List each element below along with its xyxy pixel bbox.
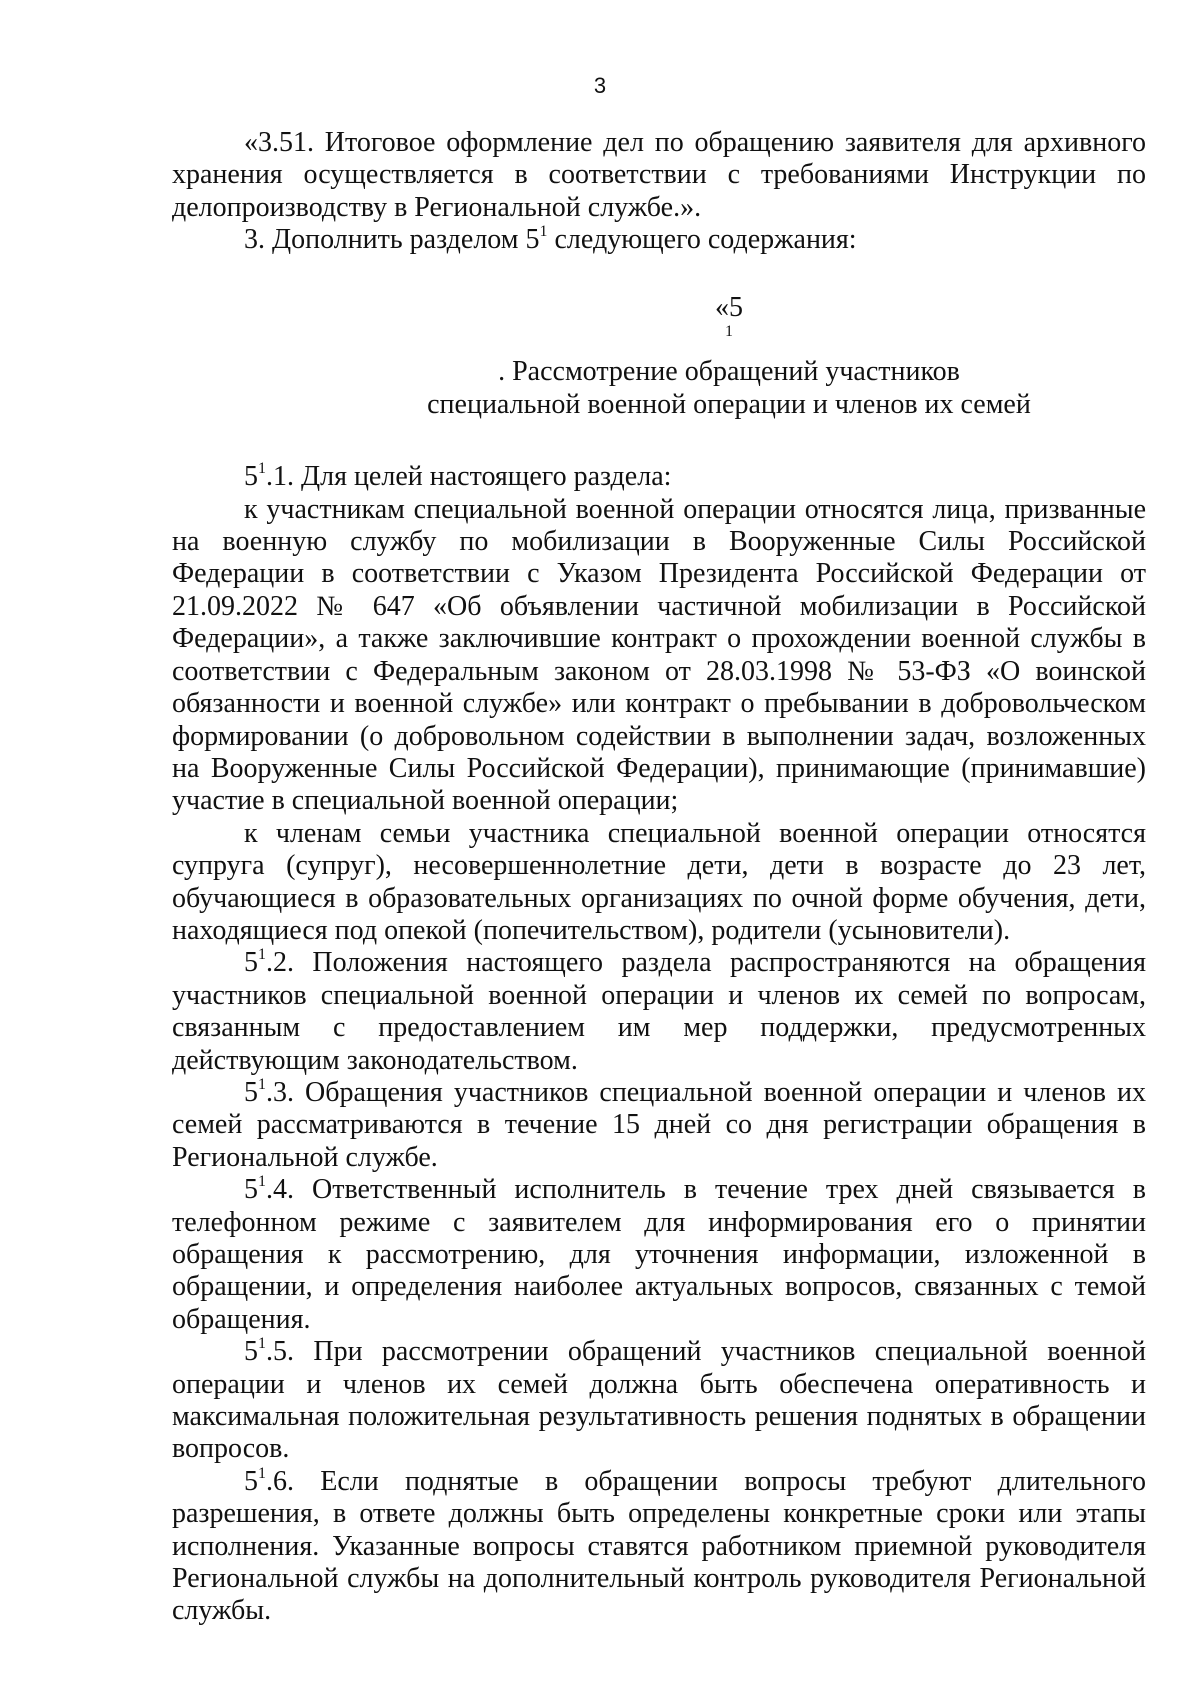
section-heading-line-1-text: . Рассмотрение обращений участников: [498, 356, 960, 388]
clause-5-1-2: [172, 947, 1146, 1077]
clause-text: .2. Положения настоящего раздела распространяются на обращения участников специальной военной операции и членов их семей по вопросам, связанным с предоставлением им мер поддержки, предусмотренных действующим законодательством.: [172, 947, 1146, 1076]
paragraph-amendment: [172, 224, 1146, 256]
clause-5-1-1: [172, 461, 1146, 493]
clause-text: .6. Если поднятые в обращении вопросы требуют длительного разрешения, в ответе должны быть определены конкретные сроки или этапы исполнения. Указанные вопросы ставятся работником приемной руководителя Региональной службы на дополнительный контроль руководителя Региональной службы.: [172, 1465, 1146, 1627]
superscript: 1: [258, 1464, 266, 1482]
clause-5-1-4: [172, 1174, 1146, 1336]
clause-5-1-5: [172, 1336, 1146, 1466]
superscript: 1: [258, 946, 266, 964]
superscript: 1: [258, 460, 266, 478]
superscript: 1: [725, 323, 733, 341]
clause-5-1-6: [172, 1466, 1146, 1628]
clause-text: .4. Ответственный исполнитель в течение трех дней связывается в телефонном режиме с заявителем для информирования его о принятии обращения к рассмотрению, для уточнения информации, изложенной в обращении, и определения наиболее актуальных вопросов, связанных с темой обращения.: [172, 1174, 1146, 1335]
superscript: 1: [539, 223, 548, 241]
paragraph-3-51: «3.51. Итоговое оформление дел по обращению заявителя для архивного хранения осуществляется в соответствии с требованиями Инструкции по делопроизводству в Региональной службе.».: [172, 127, 1146, 223]
amendment-text-end: следующего содержания:: [547, 224, 857, 256]
page-number: 3: [593, 73, 607, 98]
clause-number: 5: [244, 947, 258, 979]
section-heading-line-2: специальной военной операции и членов их семей: [427, 388, 1031, 420]
clause-5-1-3: [172, 1077, 1146, 1174]
clause-number: 5: [244, 1174, 258, 1206]
section-heading: [172, 292, 1146, 422]
section-heading-line-1: [312, 292, 1146, 389]
clause-number: 5: [244, 1465, 258, 1497]
superscript: 1: [258, 1173, 266, 1191]
amendment-text-start: 3. Дополнить разделом 5: [244, 224, 540, 256]
document-body: [172, 127, 1146, 1628]
clause-number: 5: [244, 461, 258, 493]
definition-participants: к участникам специальной военной операции относятся лица, призванные на военную службу по мобилизации в Вооруженные Силы Российской Федерации в соответствии с Указом Президента Российской Федерации от 21.09.2022 № 647 «Об объявлении частичной мобилизации в Российской Федерации», а также заключившие контракт о прохождении военной службы в соответствии с Федеральным законом от 28.03.1998 № 53-ФЗ «О воинской обязанности и военной службе» или контракт о пребывании в добровольческом формировании (о добровольном содействии в выполнении задач, возложенных на Вооруженные Силы Российской Федерации), принимающие (принимавшие) участие в специальной военной операции;: [172, 493, 1146, 817]
superscript: 1: [258, 1075, 266, 1093]
definition-family: к членам семьи участника специальной военной операции относятся супруга (супруг), несовершеннолетние дети, дети в возрасте до 23 лет, обучающиеся в образовательных организациях по очной форме обучения, дети, находящиеся под опекой (попечительством), родители (усыновители).: [172, 817, 1146, 946]
clause-number: 5: [244, 1076, 258, 1108]
clause-text: .1. Для целей настоящего раздела:: [266, 461, 672, 493]
superscript: 1: [258, 1335, 266, 1353]
clause-text: .3. Обращения участников специальной военной операции и членов их семей рассматриваются в течение 15 дней со дня регистрации обращения в Региональной службе.: [172, 1076, 1146, 1173]
clause-number: 5: [244, 1336, 258, 1368]
clause-text: .5. При рассмотрении обращений участников специальной военной операции и членов их семей должна быть обеспечена оперативность и максимальная положительная результативность решения поднятых в обращении вопросов.: [172, 1336, 1146, 1465]
section-heading-prefix: «5: [715, 291, 743, 323]
